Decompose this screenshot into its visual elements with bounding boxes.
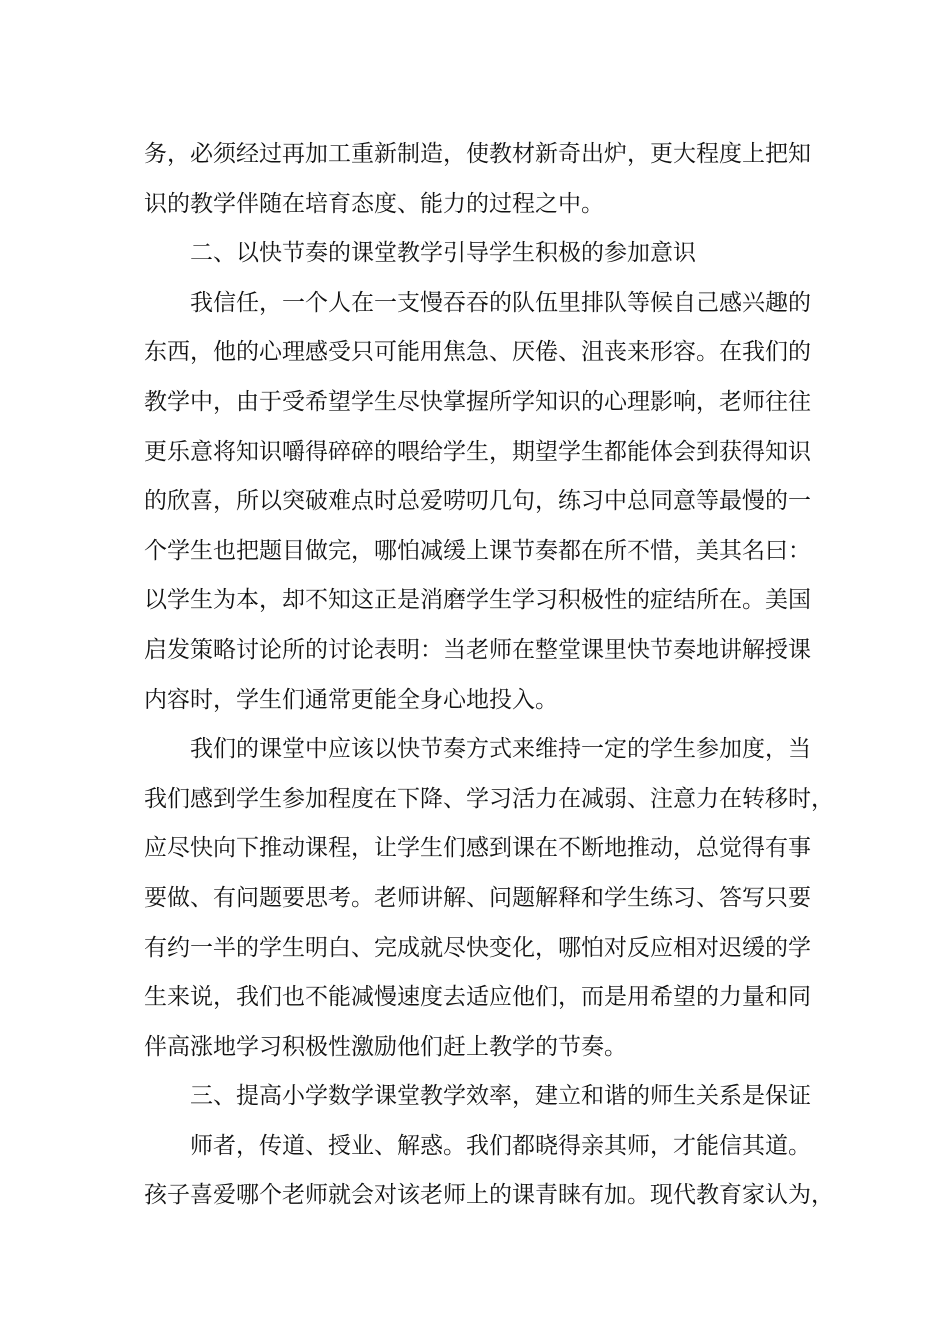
text-line: 内容时，学生们通常更能全身心地投入。 (144, 686, 558, 713)
text-line: 要做、有问题要思考。老师讲解、问题解释和学生练习、答写只要 (144, 884, 811, 911)
text-line: 教学中，由于受希望学生尽快掌握所学知识的心理影响，老师往往 (144, 388, 811, 415)
text-line: 更乐意将知识嚼得碎碎的喂给学生，期望学生都能体会到获得知识 (144, 438, 811, 465)
text-line: 我信任，一个人在一支慢吞吞的队伍里排队等候自己感兴趣的 (190, 289, 811, 316)
text-line: 应尽快向下推动课程，让学生们感到课在不断地推动，总觉得有事 (144, 835, 811, 862)
section-heading: 三、提高小学数学课堂教学效率，建立和谐的师生关系是保证 (190, 1083, 811, 1110)
text-line: 有约一半的学生明白、完成就尽快变化，哪怕对反应相对迟缓的学 (144, 934, 811, 961)
text-line: 东西，他的心理感受只可能用焦急、厌倦、沮丧来形容。在我们的 (144, 339, 811, 366)
text-line: 以学生为本，却不知这正是消磨学生学习积极性的症结所在。美国 (144, 587, 811, 614)
document-body (144, 130, 834, 1221)
text-line: 孩子喜爱哪个老师就会对该老师上的课青睐有加。现代教育家认为， (144, 1182, 834, 1209)
text-line: 伴高涨地学习积极性激励他们赶上教学的节奏。 (144, 1033, 627, 1060)
text-line: 启发策略讨论所的讨论表明：当老师在整堂课里快节奏地讲解授课 (144, 636, 811, 663)
text-line: 我们感到学生参加程度在下降、学习活力在减弱、注意力在转移时， (144, 785, 834, 812)
text-line: 务，必须经过再加工重新制造，使教材新奇出炉，更大程度上把知 (144, 141, 811, 167)
section-heading: 二、以快节奏的课堂教学引导学生积极的参加意识 (190, 240, 696, 267)
text-line: 生来说，我们也不能减慢速度去适应他们，而是用希望的力量和同 (144, 984, 811, 1011)
text-line: 个学生也把题目做完，哪怕减缓上课节奏都在所不惜，美其名曰： (144, 537, 811, 564)
text-line: 的欣喜，所以突破难点时总爱唠叨几句，练习中总同意等最慢的一 (144, 488, 811, 515)
text-line: 师者，传道、授业、解惑。我们都晓得亲其师，才能信其道。 (190, 1132, 811, 1159)
text-line: 识的教学伴随在培育态度、能力的过程之中。 (144, 190, 604, 217)
text-line: 我们的课堂中应该以快节奏方式来维持一定的学生参加度，当 (190, 736, 811, 763)
